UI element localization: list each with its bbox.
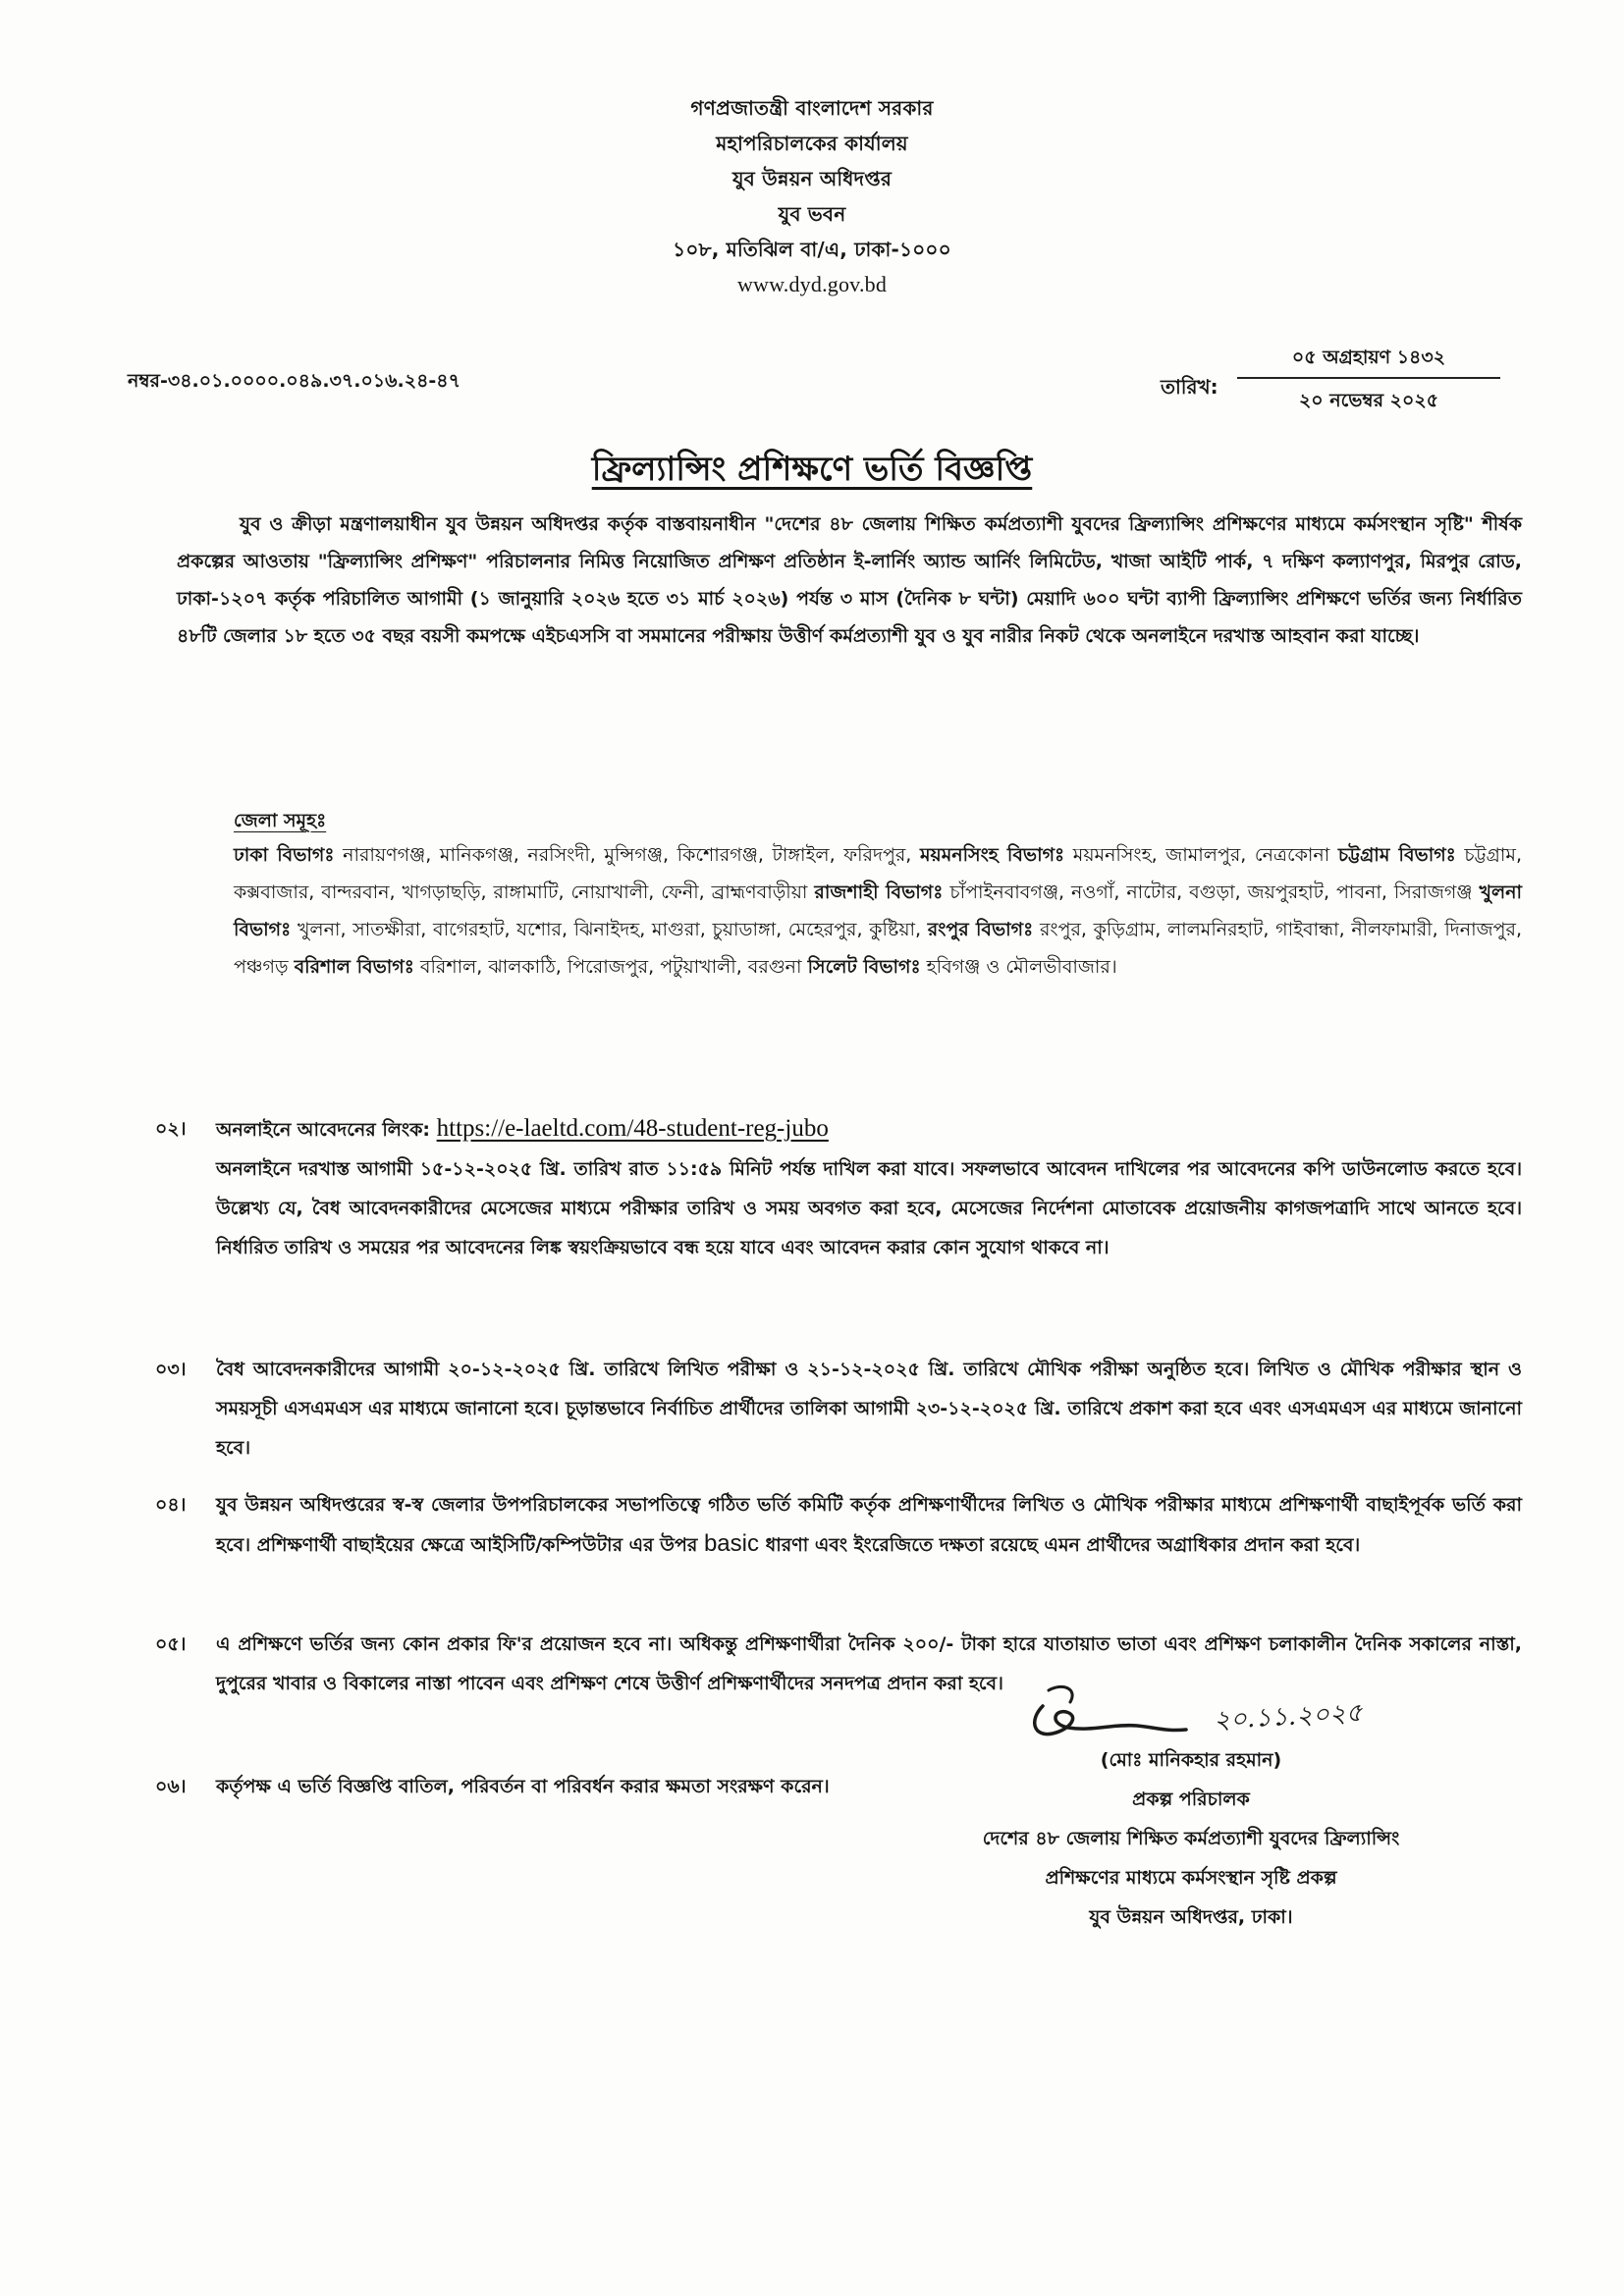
division-name: খুলনা বিভাগঃ: [234, 881, 1522, 940]
date-block: [1237, 340, 1500, 418]
header-government: গণপ্রজাতন্ত্রী বাংলাদেশ সরকার: [690, 96, 934, 120]
project-name-line-2: প্রশিক্ষণের মাধ্যমে কর্মসংস্থান সৃষ্টি প্রকল্প: [1045, 1867, 1337, 1889]
item-body: [216, 1625, 1522, 1703]
division-districts: খুলনা, সাতক্ষীরা, বাগেরহাট, যশোর, ঝিনাইদহ, মাগুরা, চুয়াডাঙ্গা, মেহেরপুর, কুষ্টিয়া,: [297, 919, 922, 940]
division-districts: হবিগঞ্জ ও মৌলভীবাজার।: [926, 956, 1117, 978]
item-body: [216, 1109, 1522, 1267]
item-text: ধারণা এবং ইংরেজিতে দক্ষতা রয়েছে এমন প্রার্থীদের অগ্রাধিকার প্রদান করা হবে।: [765, 1534, 1361, 1556]
division-districts: নারায়ণগঞ্জ, মানিকগঞ্জ, নরসিংদী, মুন্সিগঞ্জ, কিশোরগঞ্জ, টাঙ্গাইল, ফরিদপুর,: [343, 844, 912, 866]
project-name-line-1: দেশের ৪৮ জেলায় শিক্ষিত কর্মপ্রত্যাশী যুবদের ফ্রিল্যান্সিং: [982, 1828, 1400, 1849]
item-text: এ প্রশিক্ষণে ভর্তির জন্য কোন প্রকার ফি'র প্রয়োজন হবে না। অধিকন্তু প্রশিক্ষণার্থীরা দৈনিক ২০০/- টাকা হারে যাতায়াত ভাতা এবং প্রশিক্ষণ চলাকালীন দৈনিক সকালের নাস্তা, দুপুরের খাবার ও বিকালের নাস্তা পাবেন এবং প্রশিক্ষণ শেষে উত্তীর্ণ প্রশিক্ষণার্থীদের সনদপত্র প্রদান করা হবে।: [216, 1633, 1522, 1694]
signature-mark: [1019, 1677, 1216, 1745]
division-name: বরিশাল বিভাগঃ: [294, 956, 414, 978]
office-header: [0, 90, 1624, 302]
signature-stroke: [1049, 1686, 1072, 1702]
signature-stroke: [1035, 1706, 1186, 1735]
header-building: যুব ভবন: [778, 202, 846, 226]
memo-number: নম্বর-৩৪.০১.০০০০.০৪৯.৩৭.০১৬.২৪-৪৭: [128, 370, 460, 392]
application-link-label: অনলাইনে আবেদনের লিংক:: [216, 1119, 430, 1141]
division-name: রংপুর বিভাগঃ: [927, 919, 1034, 940]
date-label: তারিখ:: [1161, 375, 1218, 399]
item-body: [216, 1350, 1522, 1468]
header-department: যুব উন্নয়ন অধিদপ্তর: [731, 167, 893, 190]
division-name: চট্টগ্রাম বিভাগঃ: [1337, 844, 1456, 866]
application-link[interactable]: https://e-laeltd.com/48-student-reg-jubo: [436, 1115, 829, 1142]
item-text: কর্তৃপক্ষ এ ভর্তি বিজ্ঞপ্তি বাতিল, পরিবর্তন বা পরিবর্ধন করার ক্ষমতা সংরক্ষণ করেন।: [216, 1776, 830, 1797]
signatory-name: (মোঃ মানিকহার রহমান): [1100, 1749, 1282, 1771]
item-number: ০৪।: [155, 1494, 187, 1516]
division-districts: ময়মনসিংহ, জামালপুর, নেত্রকোনা: [1072, 844, 1330, 866]
item-text: অনলাইনে দরখাস্ত আগামী ১৫-১২-২০২৫ খ্রি. তারিখ রাত ১১:৫৯ মিনিট পর্যন্ত দাখিল করা যাবে। সফলভাবে আবেদন দাখিলের পর আবেদনের কপি ডাউনলোড করতে হবে। উল্লেখ্য যে, বৈধ আবেদনকারীদের মেসেজের মাধ্যমে পরীক্ষার তারিখ ও সময় অবগত করা হবে, মেসেজের নির্দেশনা মোতাবেক প্রয়োজনীয় কাগজপত্রাদি সাথে আনতে হবে। নির্ধারিত তারিখ ও সময়ের পর আবেদনের লিঙ্ক স্বয়ংক্রিয়ভাবে বন্ধ হয়ে যাবে এবং আবেদন করার কোন সুযোগ থাকবে না।: [216, 1158, 1522, 1258]
header-website[interactable]: www.dyd.gov.bd: [736, 272, 888, 296]
date-divider: [1237, 377, 1500, 379]
date-english: ২০ নভেম্বর ২০২৫: [1298, 390, 1439, 411]
division-name: ময়মনসিংহ বিভাগঃ: [919, 844, 1065, 866]
signature-block: [864, 1740, 1518, 1937]
districts-heading: জেলা সমূহঃ: [234, 810, 327, 831]
signatory-designation: প্রকল্প পরিচালক: [1132, 1789, 1250, 1810]
intro-paragraph: যুব ও ক্রীড়া মন্ত্রণালয়াধীন যুব উন্নয়ন অধিদপ্তর কর্তৃক বাস্তবায়নাধীন "দেশের ৪৮ জেলায় শিক্ষিত কর্মপ্রত্যাশী যুবদের ফ্রিল্যান্সিং প্রশিক্ষণের মাধ্যমে কর্মসংস্থান সৃষ্টি" শীর্ষক প্রকল্পের আওতায় "ফ্রিল্যান্সিং প্রশিক্ষণ" পরিচালনার নিমিত্ত নিয়োজিত প্রশিক্ষণ প্রতিষ্ঠান ই-লার্নিং অ্যান্ড আর্নিং লিমিটেড, খাজা আইটি পার্ক, ৭ দক্ষিণ কল্যাণপুর, মিরপুর রোড, ঢাকা-১২০৭ কর্তৃক পরিচালিত আগামী (১ জানুয়ারি ২০২৬ হতে ৩১ মার্চ ২০২৬) পর্যন্ত ৩ মাস (দৈনিক ৮ ঘন্টা) মেয়াদি ৬০০ ঘন্টা ব্যাপী ফ্রিল্যান্সিং প্রশিক্ষণে ভর্তির জন্য নির্ধারিত ৪৮টি জেলার ১৮ হতে ৩৫ বছর বয়সী কমপক্ষে এইচএসসি বা সমমানের পরীক্ষায় উত্তীর্ণ কর্মপ্রত্যাশী যুব ও যুব নারীর নিকট থেকে অনলাইনে দরখাস্ত আহবান করা যাচ্ছে।: [177, 513, 1522, 647]
division-districts: বরিশাল, ঝালকাঠি, পিরোজপুর, পটুয়াখালী, বরগুনা: [419, 956, 802, 978]
item-number: ০৩।: [155, 1359, 187, 1380]
item-text: বৈধ আবেদনকারীদের আগামী ২০-১২-২০২৫ খ্রি. তারিখে লিখিত পরীক্ষা ও ২১-১২-২০২৫ খ্রি. তারিখে মৌখিক পরীক্ষা অনুষ্ঠিত হবে। লিখিত ও মৌখিক পরীক্ষার স্থান ও সময়সূচী এসএমএস এর মাধ্যমে জানানো হবে। চূড়ান্তভাবে নির্বাচিত প্রার্থীদের তালিকা আগামী ২৩-১২-২০২৫ খ্রি. তারিখে প্রকাশ করা হবে এবং এসএমএস এর মাধ্যমে জানানো হবে।: [216, 1359, 1522, 1459]
date-bangla: ০৫ অগ্রহায়ণ ১৪৩২: [1291, 347, 1446, 368]
division-name: রাজশাহী বিভাগঃ: [814, 881, 944, 903]
item-number: ০৫।: [155, 1633, 187, 1655]
header-office: মহাপরিচালকের কার্যালয়: [716, 132, 908, 155]
division-districts: রংপুর, কুড়িগ্রাম, লালমনিরহাট, গাইবান্ধা, নীলফামারী, দিনাজপুর, পঞ্চগড়: [234, 919, 1522, 978]
division-name: ঢাকা বিভাগঃ: [234, 844, 335, 866]
division-name: সিলেট বিভাগঃ: [807, 956, 921, 978]
item-number: ০২।: [155, 1118, 187, 1140]
districts-list: [234, 836, 1522, 986]
signatory-office: যুব উন্নয়ন অধিদপ্তর, ঢাকা।: [1089, 1906, 1293, 1928]
division-districts: চট্টগ্রাম, কক্সবাজার, বান্দরবান, খাগড়াছড়ি, রাঙ্গামাটি, নোয়াখালী, ফেনী, ব্রাহ্মণবাড়ীয়া: [234, 844, 1522, 903]
division-districts: চাঁপাইনবাবগঞ্জ, নওগাঁ, নাটোর, বগুড়া, জয়পুরহাট, পাবনা, সিরাজগঞ্জ: [949, 881, 1473, 903]
item-number: ০৬।: [155, 1776, 187, 1797]
item-text: যুব উন্নয়ন অধিদপ্তরের স্ব-স্ব জেলার উপপরিচালকের সভাপতিত্বে গঠিত ভর্তি কমিটি কর্তৃক প্রশিক্ষণার্থীদের লিখিত ও মৌখিক পরীক্ষার মাধ্যমে প্রশিক্ষণার্থী বাছাইপূর্বক ভর্তি করা হবে। প্রশিক্ষণার্থী বাছাইয়ের ক্ষেত্রে আইসিটি/কম্পিউটার এর উপর: [216, 1494, 1522, 1556]
header-address: ১০৮, মতিঝিল বা/এ, ঢাকা-১০০০: [673, 238, 951, 261]
item-text-latin: basic: [703, 1530, 759, 1557]
signature-date: ২০.১১.২০২৫: [1213, 1698, 1364, 1735]
item-body: [216, 1485, 1522, 1565]
notice-title: ফ্রিল্যান্সিং প্রশিক্ষণে ভর্তি বিজ্ঞপ্তি: [591, 450, 1033, 489]
